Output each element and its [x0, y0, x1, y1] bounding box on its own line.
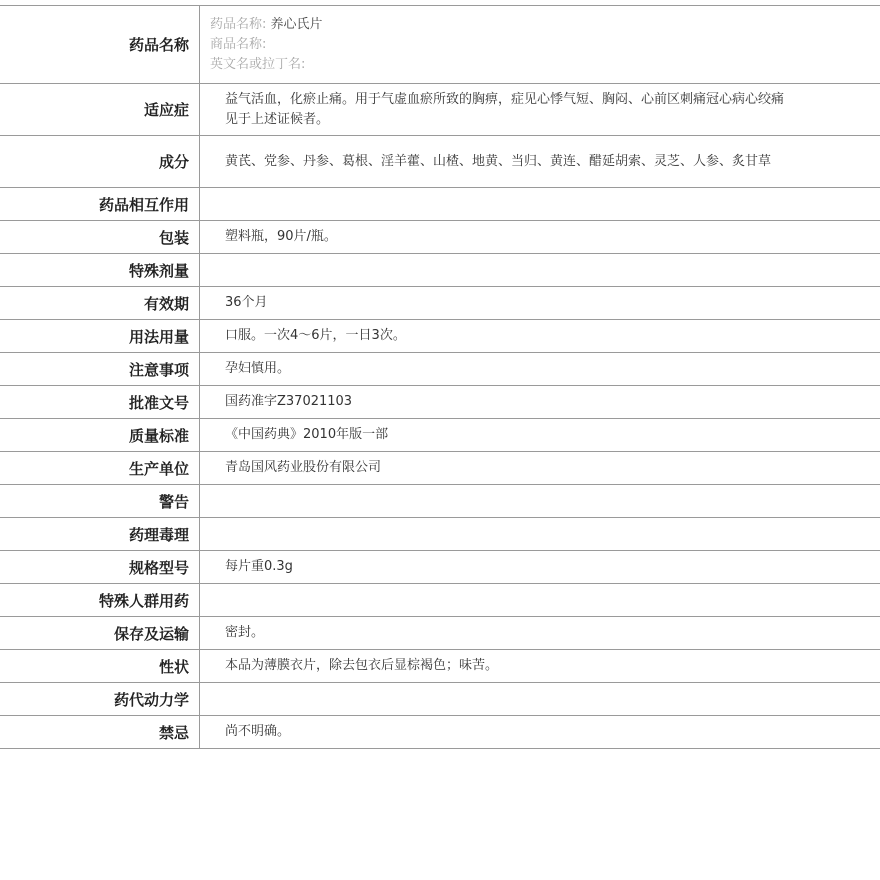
table-row [0, 485, 880, 518]
row-label: 适应症 [0, 84, 200, 135]
table-row [0, 452, 880, 485]
table-row [0, 386, 880, 419]
row-label: 成分 [0, 136, 200, 187]
row-value: 益气活血，化瘀止痛。用于气虚血瘀所致的胸痹，症见心悸气短、胸闷、心前区刺痛冠心病心绞痛见于上述证候者。 [225, 91, 785, 127]
row-value: 尚不明确。 [225, 724, 291, 739]
row-label: 保存及运输 [0, 617, 200, 649]
row-value: 黄芪、党参、丹参、葛根、淫羊藿、山楂、地黄、当归、黄连、醋延胡索、灵芝、人参、炙甘草 [225, 153, 772, 169]
table-row [0, 518, 880, 551]
row-value: 孕妇慎用。 [225, 361, 291, 376]
row-value: 密封。 [225, 625, 265, 640]
row-value: 本品为薄膜衣片，除去包衣后显棕褐色；味苦。 [225, 658, 499, 673]
drug-info-table [0, 5, 880, 749]
row-label: 有效期 [0, 287, 200, 319]
table-row [0, 136, 880, 188]
row-value [200, 188, 880, 220]
row-label: 禁忌 [0, 716, 200, 748]
drug-name-value: 养心氏片 [270, 16, 323, 32]
trade-name-line [210, 35, 790, 55]
table-row [0, 188, 880, 221]
drug-name-key: 药品名称: [210, 16, 267, 32]
table-row [0, 221, 880, 254]
row-value: 塑料瓶，90片/瓶。 [225, 229, 337, 244]
row-value: 36个月 [225, 295, 268, 310]
row-label: 药理毒理 [0, 518, 200, 550]
table-row-drug-name [0, 6, 880, 84]
row-label: 警告 [0, 485, 200, 517]
table-row [0, 584, 880, 617]
row-label: 用法用量 [0, 320, 200, 352]
row-value [200, 485, 880, 517]
row-label: 特殊剂量 [0, 254, 200, 286]
row-label: 特殊人群用药 [0, 584, 200, 616]
row-value: 国药准字Z37021103 [225, 394, 353, 409]
row-label: 包装 [0, 221, 200, 253]
row-value: 口服。一次4～6片，一日3次。 [225, 328, 406, 343]
row-label: 批准文号 [0, 386, 200, 418]
row-value [200, 518, 880, 550]
row-value: 《中国药典》2010年版一部 [225, 427, 389, 442]
table-row [0, 683, 880, 716]
row-label: 药品相互作用 [0, 188, 200, 220]
drug-name-line [210, 15, 790, 35]
table-row [0, 320, 880, 353]
row-label: 质量标准 [0, 419, 200, 451]
trade-name-key: 商品名称: [210, 36, 267, 52]
english-name-line [210, 55, 790, 75]
row-label: 药代动力学 [0, 683, 200, 715]
table-row [0, 617, 880, 650]
row-label: 性状 [0, 650, 200, 682]
row-label: 注意事项 [0, 353, 200, 385]
row-label: 生产单位 [0, 452, 200, 484]
table-row [0, 287, 880, 320]
row-value [200, 683, 880, 715]
table-row [0, 419, 880, 452]
row-value: 每片重0.3g [225, 559, 293, 574]
drug-names-cell [200, 6, 880, 83]
table-row [0, 551, 880, 584]
table-row [0, 84, 880, 136]
row-label: 药品名称 [0, 6, 200, 83]
row-value: 青岛国风药业股份有限公司 [225, 460, 382, 475]
row-label: 规格型号 [0, 551, 200, 583]
table-row [0, 353, 880, 386]
row-value [200, 584, 880, 616]
table-row [0, 254, 880, 287]
english-name-key: 英文名或拉丁名: [210, 56, 306, 72]
table-row [0, 650, 880, 683]
row-value [200, 254, 880, 286]
table-row [0, 716, 880, 749]
